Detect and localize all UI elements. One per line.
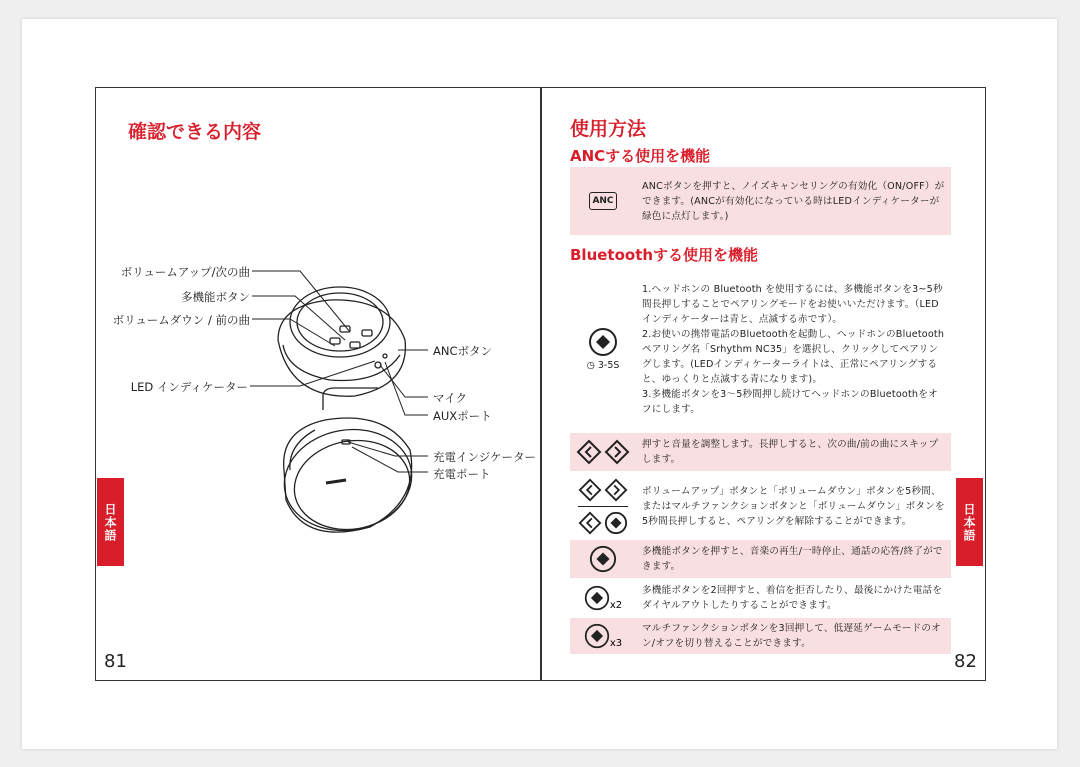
x3-label: x3: [609, 638, 623, 649]
diamond-button-icon: [604, 511, 628, 535]
right-page-title: 使用方法: [570, 118, 647, 140]
x2-label: x2: [609, 600, 623, 611]
volume-row: [570, 433, 951, 471]
diamond-button-icon: [584, 623, 610, 649]
callout-volume-up: ボリュームアップ/次の曲: [120, 265, 250, 279]
x2-description: 多機能ボタンを2回押すと、着信を拒否したり、最後にかけた電話をダイヤルアウトしたりすることができます。: [642, 585, 943, 611]
volume-left-icon: [578, 478, 602, 502]
callout-multifunction: 多機能ボタン: [181, 290, 250, 304]
right-page-number: 82: [954, 651, 977, 672]
diamond-button-icon: [589, 545, 617, 573]
hold-duration-label: 3-5S: [597, 360, 620, 371]
unpair-row: [570, 474, 951, 538]
bluetooth-icon-wrap: [570, 327, 636, 371]
x2-row: [570, 580, 951, 616]
bluetooth-heading: Bluetoothする使用を機能: [570, 246, 759, 264]
diamond-button-icon: [588, 327, 618, 357]
volume-left-icon: [578, 511, 602, 535]
volume-description: 押すと音量を調整します。長押しすると、次の曲/前の曲にスキップします。: [642, 439, 939, 465]
callout-mic: マイク: [433, 391, 468, 405]
anc-icon-wrap: [570, 192, 636, 210]
volume-icons: [570, 439, 636, 465]
volume-left-icon: [576, 439, 602, 465]
callout-charge-port: 充電ポート: [433, 467, 491, 481]
volume-right-icon: [604, 439, 630, 465]
x2-icon-wrap: [570, 585, 636, 611]
bluetooth-description: 1.ヘッドホンの Bluetooth を使用するには、多機能ボタンを3~5秒間長押しすることでペアリングモードをお使いいただけます。（LEDインディケーターは青と、点滅する赤です）。 2.お使いの携帯電話のBluetoothを起動し、ヘッドホンのBluetoothペアリング名「Srhythm NC35」を選択し、クリックしてペアリングします。(LEDインディケーターライトは、正常にペアリングすると、ゆっくりと点滅する青になります)。 3.多機能ボタンを3～5秒間押し続けてヘッドホンのBluetoothをオフにします。: [642, 283, 945, 415]
callout-charge-indicator: 充電インジケーター: [433, 450, 536, 464]
x3-icon-wrap: [570, 623, 636, 649]
anc-row: [570, 167, 951, 235]
diamond-button-icon: [584, 585, 610, 611]
callout-volume-down: ボリュームダウン / 前の曲: [112, 313, 250, 327]
unpair-description: ボリュームアップ」ボタンと「ボリュームダウン」ボタンを5秒間、またはマルチファンクションボタンと「ボリュームダウン」ボタンを5秒間長押しすると、ペアリングを解除することができます。: [642, 485, 945, 527]
x3-description: マルチファンクションボタンを3回押して、低遅延ゲームモードのオン/オフを切り替えることができます。: [642, 623, 941, 649]
anc-heading: ANCする使用を機能: [570, 147, 711, 165]
unpair-icons: [570, 478, 636, 535]
anc-icon: ANC: [589, 192, 616, 210]
left-page-title: 確認できる内容: [128, 121, 262, 143]
clock-icon: ◷: [586, 360, 595, 371]
callout-led-indicator: LED インディケーター: [130, 380, 248, 394]
play-icon-wrap: [570, 545, 636, 573]
left-lang-tab: 日本語: [97, 478, 124, 566]
anc-description: ANCボタンを押すと、ノイズキャンセリングの有効化（ON/OFF）ができます。(ANCが有効化になっている時はLEDインディケーターが緑色に点灯します。): [642, 180, 945, 222]
callout-anc-button: ANCボタン: [433, 344, 492, 358]
play-description: 多機能ボタンを押すと、音楽の再生/一時停止、通話の応答/終了ができます。: [642, 546, 943, 572]
right-lang-tab: 日本語: [956, 478, 983, 566]
play-row: [570, 540, 951, 578]
callout-aux-port: AUXポート: [433, 409, 492, 423]
hold-duration: [587, 360, 620, 371]
left-page-number: 81: [104, 651, 127, 672]
x3-row: [570, 618, 951, 654]
volume-right-icon: [604, 478, 628, 502]
bluetooth-row: [570, 266, 951, 432]
